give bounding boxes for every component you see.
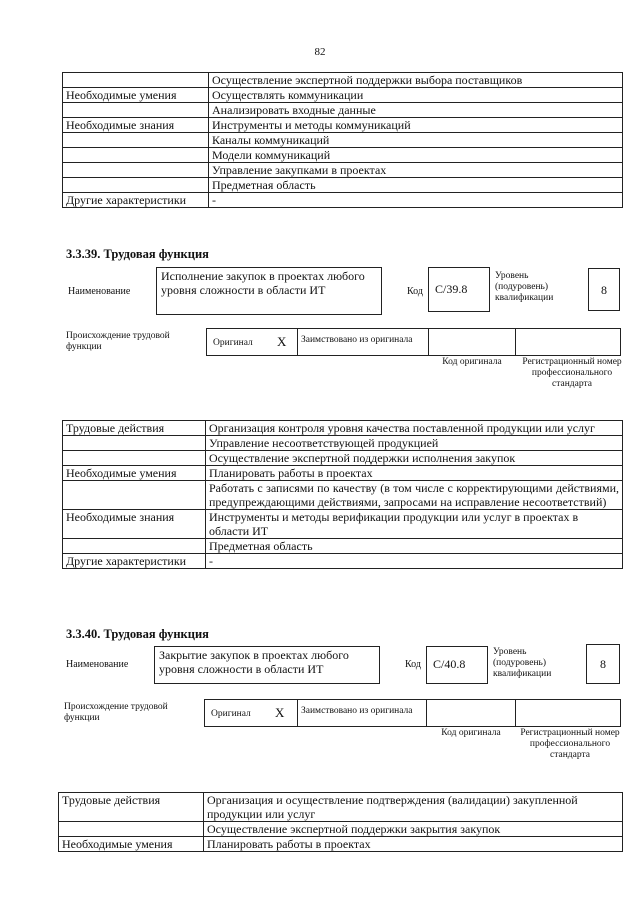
row-label [63,539,206,554]
row-value: Организация контроля уровня качества поставленной продукции или услуг [206,421,623,436]
table-row [63,103,623,118]
code-original-caption: Код оригинала [441,728,501,738]
table-row [63,163,623,178]
borrowed-cell [297,328,429,356]
row-label [63,163,209,178]
original-cell [204,699,298,727]
row-value: Осуществление экспертной поддержки исполнения закупок [206,451,623,466]
origin-label: Происхождение трудовой функции [64,702,168,723]
name-label: Наименование [68,286,131,297]
table-row [63,481,623,510]
row-value: Предметная область [206,539,623,554]
table-row [63,133,623,148]
row-label: Трудовые действия [59,793,204,822]
original-label: Оригинал [213,338,253,348]
code-original-cell [426,699,516,727]
code-label: Код [407,286,423,297]
s1-table [62,420,623,569]
table-row [63,73,623,88]
original-mark: X [275,705,285,720]
section-title: 3.3.39. Трудовая функция [66,247,209,261]
row-value: Организация и осуществление подтверждения (валидации) закупленной продукции или услуг [204,793,623,822]
row-value: Инструменты и методы верификации продукции или услуг в проектах в области ИТ [206,510,623,539]
table-row [63,148,623,163]
reg-number-caption: Регистрационный номер профессионального стандарта [522,357,622,389]
table-row [63,88,623,103]
row-label [63,436,206,451]
row-label: Необходимые знания [63,510,206,539]
origin-label: Происхождение трудовой функции [66,331,170,352]
row-label [63,73,209,88]
top-table [62,72,623,208]
row-value: Управление закупками в проектах [209,163,623,178]
s2-table [58,792,623,852]
table-row [63,436,623,451]
table-row [59,837,623,852]
row-value: Управление несоответствующей продукцией [206,436,623,451]
row-label: Другие характеристики [63,193,209,208]
borrowed-cell [297,699,427,727]
row-label: Необходимые умения [63,88,209,103]
page-number: 82 [314,46,326,58]
table-row [63,466,623,481]
table-row [63,554,623,569]
table-row [59,793,623,822]
row-value: Каналы коммуникаций [209,133,623,148]
table-row [63,193,623,208]
borrowed-label: Заимствовано из оригинала [301,706,413,716]
row-value: Осуществление экспертной поддержки выбора поставщиков [209,73,623,88]
row-label [63,451,206,466]
reg-number-cell [515,699,621,727]
row-label: Необходимые умения [59,837,204,852]
row-value: Предметная область [209,178,623,193]
row-label [63,148,209,163]
original-label: Оригинал [211,709,251,719]
code-value: С/40.8 [426,646,488,684]
row-value: Планировать работы в проектах [206,466,623,481]
table-row [63,539,623,554]
borrowed-label: Заимствовано из оригинала [301,335,413,345]
row-value: - [209,193,623,208]
table-row [63,451,623,466]
table-row [59,822,623,837]
row-value: Модели коммуникаций [209,148,623,163]
name-value: Исполнение закупок в проектах любого уровня сложности в области ИТ [156,267,382,315]
row-label [63,481,206,510]
row-value: - [206,554,623,569]
table-row [63,510,623,539]
code-original-caption: Код оригинала [442,357,502,367]
level-value: 8 [586,644,620,684]
name-value: Закрытие закупок в проектах любого уровня сложности в области ИТ [154,646,380,684]
row-label: Необходимые умения [63,466,206,481]
row-label [63,178,209,193]
original-cell [206,328,298,356]
row-value: Работать с записями по качеству (в том числе с корректирующими действиями, предупреждающими действиями, запросами на исправление несоответствий) [206,481,623,510]
row-value: Инструменты и методы коммуникаций [209,118,623,133]
level-value: 8 [588,268,620,311]
level-label: Уровень (подуровень) квалификации [495,271,554,303]
original-mark: X [277,334,287,349]
section-title: 3.3.40. Трудовая функция [66,627,209,641]
table-row [63,178,623,193]
code-value: С/39.8 [428,267,490,312]
code-original-cell [428,328,516,356]
row-label: Необходимые знания [63,118,209,133]
reg-number-cell [515,328,621,356]
name-label: Наименование [66,659,129,670]
code-label: Код [405,659,421,670]
table-row [63,421,623,436]
row-label [63,133,209,148]
table-row [63,118,623,133]
row-label: Другие характеристики [63,554,206,569]
level-label: Уровень (подуровень) квалификации [493,647,552,679]
row-label [63,103,209,118]
row-label [59,822,204,837]
reg-number-caption: Регистрационный номер профессионального стандарта [520,728,620,760]
row-value: Осуществление экспертной поддержки закрытия закупок [204,822,623,837]
row-value: Анализировать входные данные [209,103,623,118]
row-value: Осуществлять коммуникации [209,88,623,103]
row-value: Планировать работы в проектах [204,837,623,852]
row-label: Трудовые действия [63,421,206,436]
